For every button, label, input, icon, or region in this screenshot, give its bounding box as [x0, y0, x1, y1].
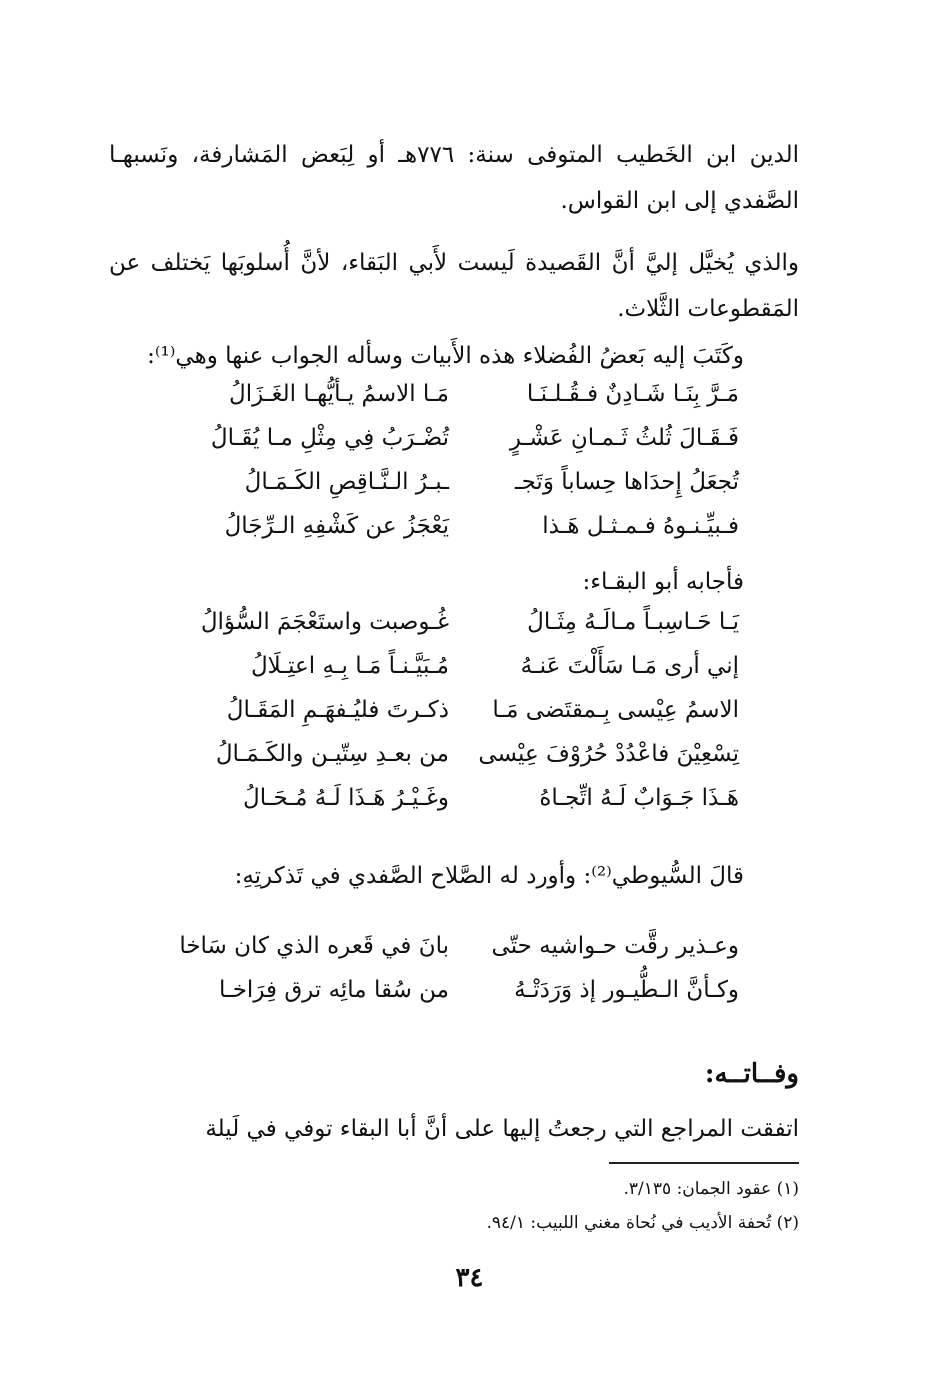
footnote: (٢) تُحفة الأديب في نُحاة مغني اللبيب: ٩٤/١. [486, 1213, 799, 1233]
paragraph-attribution: الدين ابن الخَطيب المتوفى سنة: ٧٧٦هـ أو لِبَعض المَشارفة، ونَسبهـا الصَّفدي إلى ابن القواس. [109, 142, 799, 214]
footnote: (١) عقود الجمان: ٣/١٣٥. [623, 1179, 799, 1199]
poem-answer [159, 600, 739, 820]
hemistich-first: يَـا حَـاسِبـاً مـالَـهُ مِثَـالُ [527, 609, 739, 635]
verse [159, 372, 739, 416]
hemistich-second: من بعـدِ سِتّيـن والكَـمَـالُ [215, 741, 449, 767]
hemistich-second: تُضْـرَبُ فِي مِثْلِ مـا يُقَـالُ [210, 425, 449, 451]
verse [159, 968, 739, 1012]
verse [159, 460, 739, 504]
hemistich-first: فـبيِّـنـوهُ فـمـثـل هَـذا [542, 513, 739, 539]
hemistich-first: هَـذَا جَـوَابٌ لَـهُ اتِّجـاهُ [539, 785, 739, 811]
hemistich-first: مَـرَّ بِنَـا شَـادِنٌ فـقُـلـنَـا [526, 381, 739, 407]
paragraph-death: اتفقت المراجع التي رجعتُ إليها على أنَّ أبا البقاء توفي في لَيلة [205, 1116, 799, 1142]
verse [159, 732, 739, 776]
poem-intro-answer: فأجابه أبو البقـاء: [582, 569, 744, 595]
section-heading-death: وفــاتــه: [704, 1059, 799, 1089]
hemistich-second: مَـا الاسمُ يـأيُّهـا الغَـزَالُ [228, 381, 449, 407]
hemistich-second: يَعْجَزُ عن كَشْفِهِ الـرِّجَالُ [224, 513, 449, 539]
hemistich-second: بانَ في قَعره الذي كان سَاخا [179, 933, 449, 959]
footnote-divider [609, 1162, 799, 1164]
hemistich-first: تُجعَلُ إِحدَاها حِساباً وَتَجـ [514, 469, 739, 495]
verse [159, 924, 739, 968]
verse [159, 776, 739, 820]
hemistich-second: ـبـرُ الـنَّـاقِصِ الكَـمَـالُ [244, 469, 449, 495]
poem-intro-suyuti: قالَ السُّيوطي⁽²⁾: وأورد له الصَّلاح الصَّفدي في تَذكرتِهِ: [234, 863, 744, 889]
hemistich-first: تِسْعِيْنَ فاعْدُدْ حُرُوْفَ عِيْسى [478, 741, 739, 767]
verse [159, 600, 739, 644]
verse [159, 504, 739, 548]
poem-safadi [159, 924, 739, 1012]
hemistich-second: وغَـيْـرُ هَـذَا لَـهُ مُـحَـالُ [243, 785, 449, 811]
page-number: ٣٤ [455, 1263, 484, 1293]
hemistich-second: مُـبَيَّـنـاً مَـا بِـهِ اعتِـلَالُ [250, 653, 449, 679]
hemistich-second: غُـوصبت واستَعْجَمَ السُّؤالُ [200, 609, 449, 635]
verse [159, 688, 739, 732]
poem-question [159, 372, 739, 548]
verse [159, 644, 739, 688]
hemistich-first: إني أرى مَـا سَأَلْتَ عَنـهُ [520, 653, 739, 679]
hemistich-first: فَـقَـالَ ثُلثُ ثَـمـانِ عَشْـرٍ [509, 425, 739, 451]
poem-intro-question: وكَتَبَ إليه بَعضُ الفُضلاء هذه الأَبيات وسأله الجواب عنها وهي⁽¹⁾: [147, 343, 744, 369]
hemistich-first: وكـأنَّ الـطُّيـور إذ وَرَدَتْـهُ [514, 977, 739, 1003]
hemistich-first: الاسمُ عِيْسى بِـمقتَضى مَـا [492, 697, 739, 723]
hemistich-first: وعـذير رقَّت حـواشيه حتّى [491, 933, 739, 959]
footnotes [279, 1172, 799, 1240]
hemistich-second: من سُقا مائِه ترق فِرَاخـا [218, 977, 449, 1003]
paragraph-opinion: والذي يُخيَّل إليَّ أنَّ القَصيدة لَيست لأَبي البَقاء، لأنَّ أُسلوبَها يَختلف عن المَقطوعات الثَّلاث. [109, 250, 799, 322]
verse [159, 416, 739, 460]
hemistich-second: ذكـرتَ فليُـفهَـمِ المَقَـالُ [226, 697, 449, 723]
